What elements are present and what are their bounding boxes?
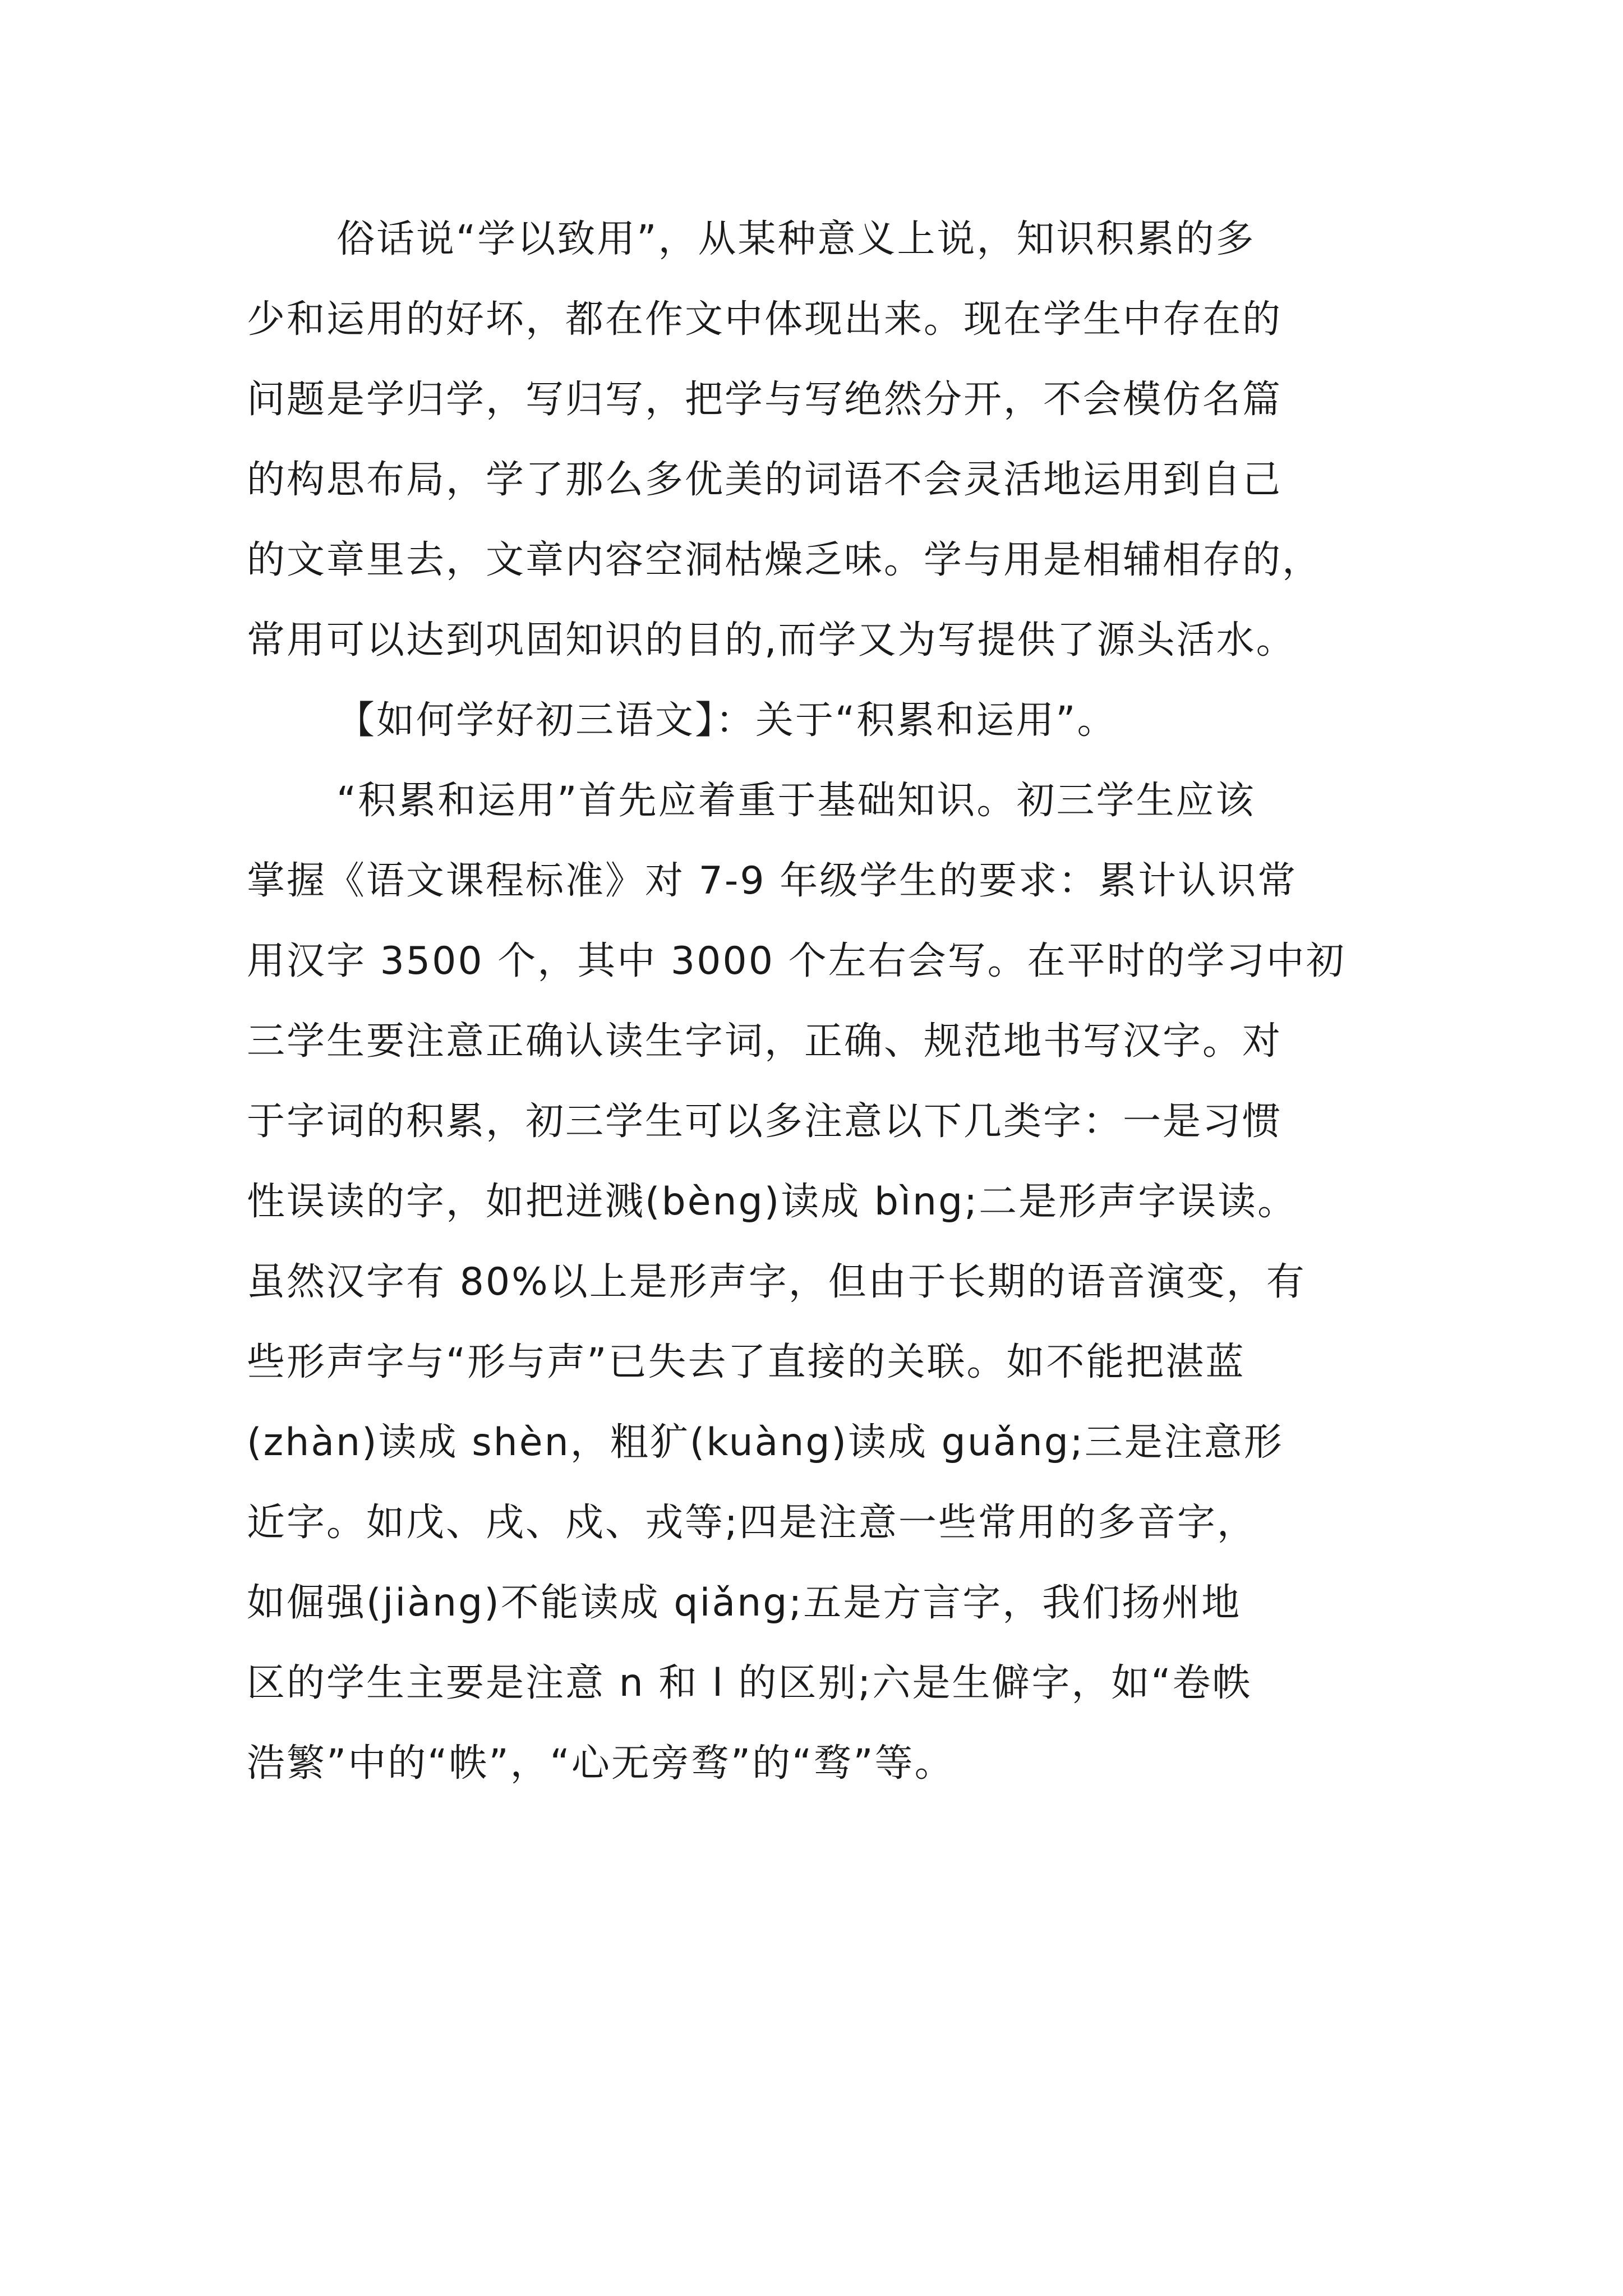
paragraph-1-line-6: 常用可以达到巩固知识的目的,而学又为写提供了源头活水。 xyxy=(247,618,1296,662)
paragraph-2-line-7: 虽然汉字有 80%以上是形声字，但由于长期的语音演变，有 xyxy=(247,1260,1306,1304)
paragraph-2-line-4: 三学生要注意正确认读生字词，正确、规范地书写汉字。对 xyxy=(247,1019,1283,1064)
paragraph-1-line-5: 的文章里去，文章内容空洞枯燥乏味。学与用是相辅相存的， xyxy=(247,538,1322,582)
paragraph-2-line-12: 区的学生主要是注意 n 和 l 的区别;六是生僻字，如“卷帙 xyxy=(247,1661,1252,1705)
paragraph-2-line-13: 浩繁”中的“帙”，“心无旁骛”的“骛”等。 xyxy=(247,1741,955,1786)
paragraph-2-line-9: (zhàn)读成 shèn，粗犷(kuàng)读成 guǎng;三是注意形 xyxy=(247,1420,1284,1465)
paragraph-2-line-5: 于字词的积累，初三学生可以多注意以下几类字：一是习惯 xyxy=(247,1099,1283,1144)
paragraph-1-line-4: 的构思布局，学了那么多优美的词语不会灵活地运用到自己 xyxy=(247,458,1283,502)
paragraph-1-line-3: 问题是学归学，写归写，把学与写绝然分开，不会模仿名篇 xyxy=(247,378,1283,422)
paragraph-1-line-1: 俗话说“学以致用”，从某种意义上说，知识积累的多 xyxy=(336,217,1256,261)
paragraph-2-line-3: 用汉字 3500 个，其中 3000 个左右会写。在平时的学习中初 xyxy=(247,939,1346,983)
paragraph-2-line-10: 近字。如戊、戌、戍、戎等;四是注意一些常用的多音字， xyxy=(247,1501,1257,1545)
paragraph-2-line-11: 如倔强(jiàng)不能读成 qiǎng;五是方言字，我们扬州地 xyxy=(247,1581,1242,1625)
document-body xyxy=(247,199,1385,1803)
paragraph-2-line-2: 掌握《语文课程标准》对 7-9 年级学生的要求：累计认识常 xyxy=(247,859,1298,903)
paragraph-2-line-8: 些形声字与“形与声”已失去了直接的关联。如不能把湛蓝 xyxy=(247,1340,1246,1384)
paragraph-2-line-1: “积累和运用”首先应着重于基础知识。初三学生应该 xyxy=(336,779,1256,823)
section-heading: 【如何学好初三语文】：关于“积累和运用”。 xyxy=(336,698,1117,743)
paragraph-2-line-6: 性误读的字，如把迸溅(bèng)读成 bìng;二是形声字误读。 xyxy=(247,1180,1298,1224)
paragraph-1-line-2: 少和运用的好坏，都在作文中体现出来。现在学生中存在的 xyxy=(247,297,1283,342)
